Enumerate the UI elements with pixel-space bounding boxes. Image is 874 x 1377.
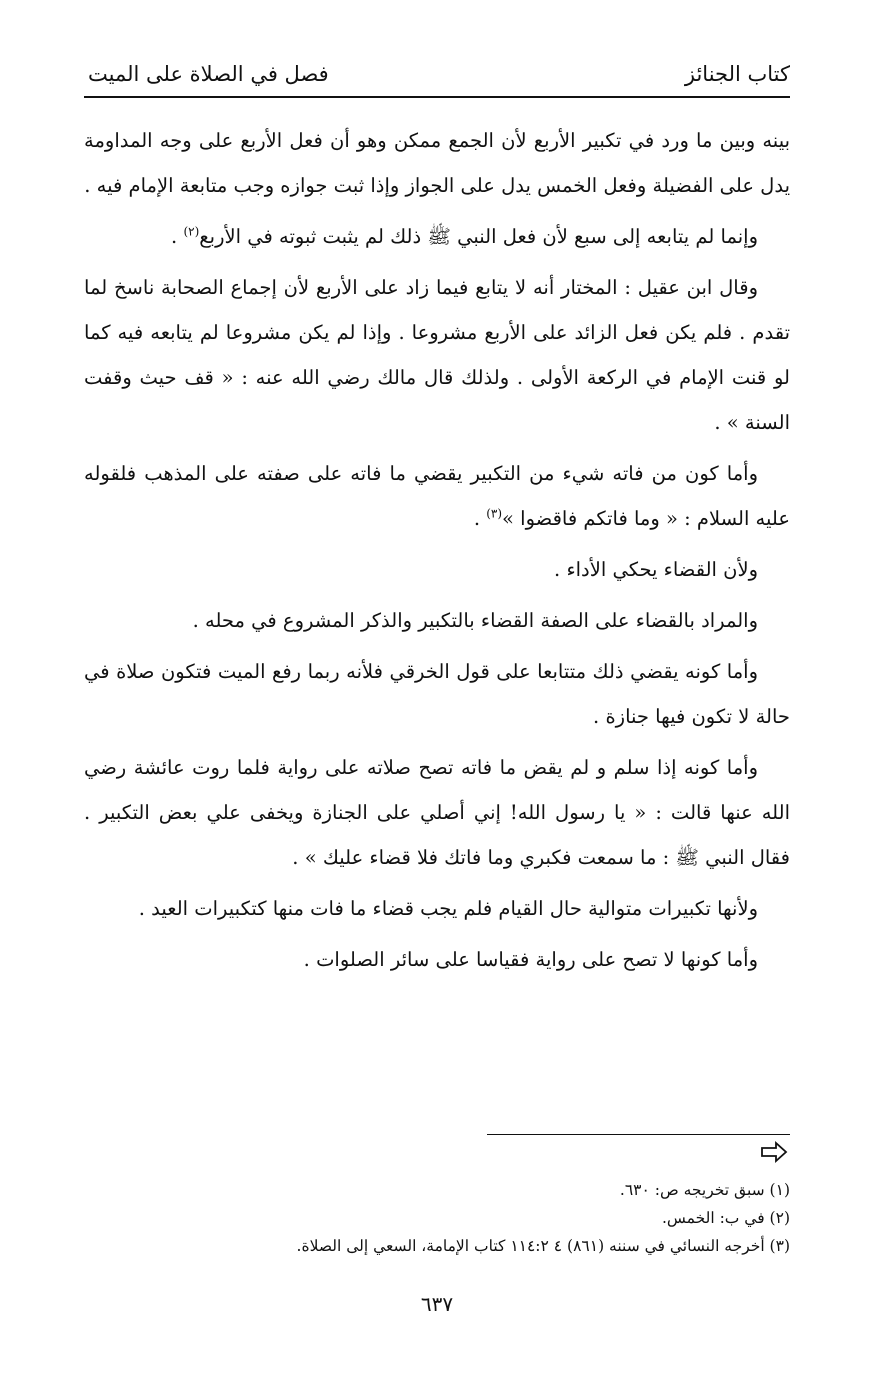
paragraph: وأما كونه إذا سلم و لم يقض ما فاته تصح صلاته على رواية فلما روت عائشة رضي الله عنها قالت : « يا رسول الله! إني أصلي على الجنازة ويخفى علي بعض التكبير . فقال النبي ﷺ : ما سمعت فكبري وما فاتك فلا قضاء عليك » . <box>84 756 790 869</box>
paragraph <box>84 214 790 259</box>
footnote-divider <box>487 1134 790 1135</box>
right-arrow-icon <box>760 1140 788 1164</box>
page-number: ٦٣٧ <box>420 1292 454 1316</box>
paragraph: وأما كونها لا تصح على رواية فقياسا على سائر الصلوات . <box>303 948 758 971</box>
footnote-ref: (٢) <box>183 224 200 239</box>
main-text <box>84 118 790 988</box>
paragraph: والمراد بالقضاء على الصفة القضاء بالتكبير والذكر المشروع في محله . <box>192 609 758 632</box>
paragraph: ولأنها تكبيرات متوالية حال القيام فلم يجب قضاء ما فات منها كتكبيرات العيد . <box>138 897 758 920</box>
paragraph-text: وإنما لم يتابعه إلى سبع لأن فعل النبي ﷺ ذلك لم يثبت ثبوته في الأربع <box>199 225 758 248</box>
paragraph: ولأن القضاء يحكي الأداء . <box>554 558 758 581</box>
book-title: كتاب الجنائز <box>684 62 790 86</box>
chapter-title: فصل في الصلاة على الميت <box>88 62 329 86</box>
paragraph <box>84 451 790 541</box>
paragraph: وأما كونه يقضي ذلك متتابعا على قول الخرقي فلأنه ربما رفع الميت فتكون صلاة في حالة لا تكون فيها جنازة . <box>84 660 790 728</box>
running-header <box>84 58 790 98</box>
paragraph-end: . <box>473 507 487 530</box>
footnote: (٣) أخرجه النسائي في سننه (٨٦١) ٤ ١١٤:٢ كتاب الإمامة، السعي إلى الصلاة. <box>296 1237 790 1255</box>
footnotes <box>84 1176 790 1260</box>
paragraph-text: وأما كون من فاته شيء من التكبير يقضي ما فاته على صفته على المذهب فلقوله عليه السلام : « وما فاتكم فاقضوا » <box>84 462 790 530</box>
footnote: (٢) في ب: الخمس. <box>661 1209 790 1227</box>
paragraph-end: . <box>171 225 184 248</box>
paragraph: بينه وبين ما ورد في تكبير الأربع لأن الجمع ممكن وهو أن فعل الأربع على وجه المداومة يدل على الفضيلة وفعل الخمس يدل على الجواز وإذا ثبت جوازه وجب متابعة الإمام فيه . <box>84 129 790 197</box>
footnote-ref: (٣) <box>486 506 503 521</box>
paragraph: وقال ابن عقيل : المختار أنه لا يتابع فيما زاد على الأربع لأن إجماع الصحابة ناسخ لما تقدم . فلم يكن فعل الزائد على الأربع مشروعا . وإذا لم يكن مشروعا لم يتابعه فيه كما لو قنت الإمام في الركعة الأولى . ولذلك قال مالك رضي الله عنه : « قف حيث وقفت السنة » . <box>84 276 790 434</box>
footnote: (١) سبق تخريجه ص: ٦٣٠. <box>619 1181 790 1199</box>
